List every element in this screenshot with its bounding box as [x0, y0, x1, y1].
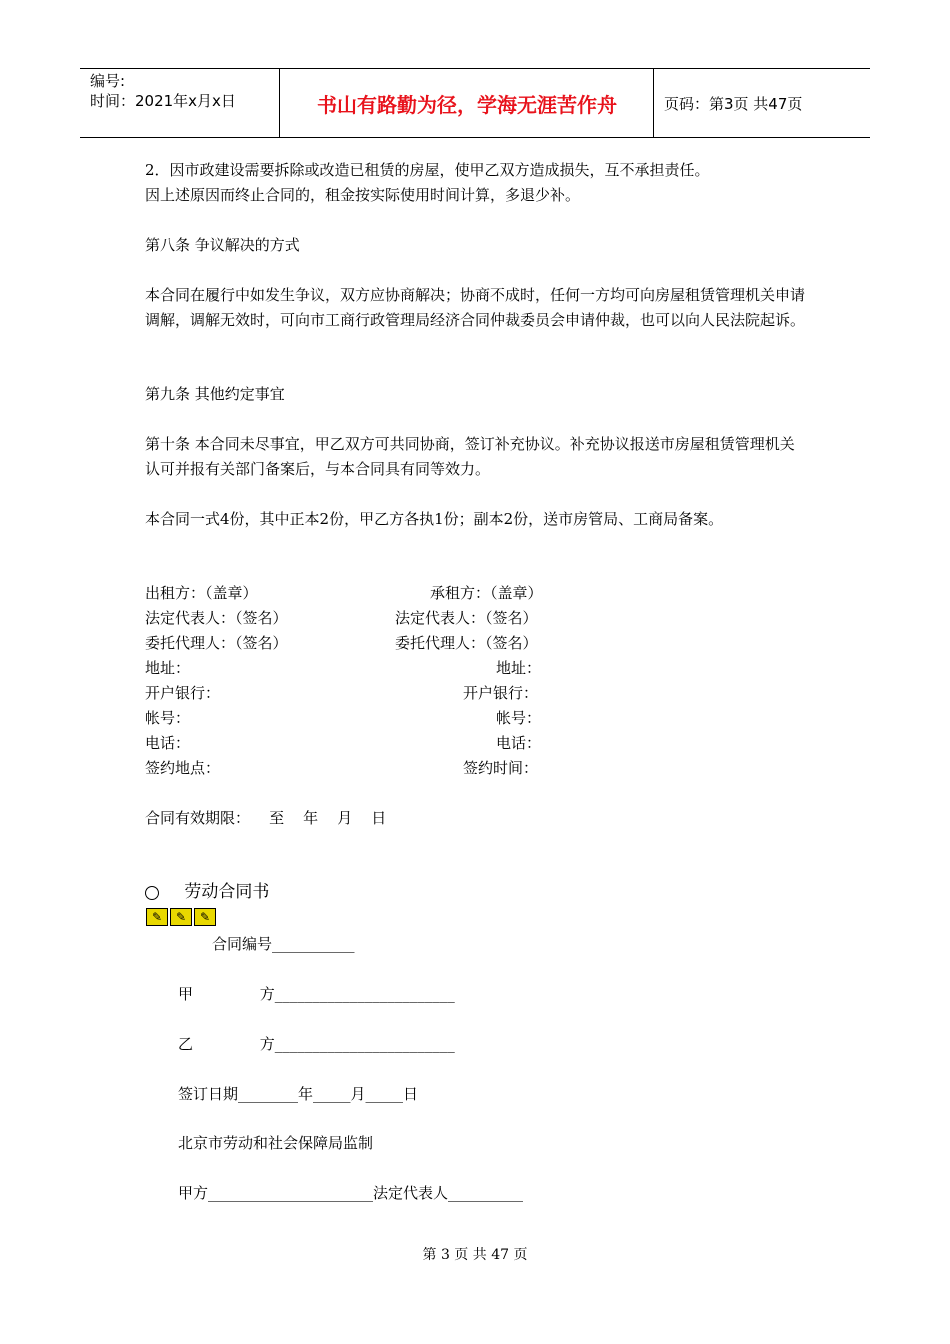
sign-date-line: 签订日期________年_____月_____日 [178, 1085, 419, 1103]
supervisor-line: 北京市劳动和社会保障局监制 [178, 1134, 374, 1152]
sign-left-line: 开户银行： [145, 684, 221, 702]
sign-left-line: 出租方：（盖章） [145, 584, 258, 602]
article-heading: 第九条 其他约定事宜 [145, 385, 285, 403]
header-id: 编号: [90, 72, 126, 90]
header-page-number: 页码：第3页 共47页 [664, 94, 803, 113]
sign-right-line: 地址： [496, 659, 542, 677]
sign-left-line: 委托代理人：（签名） [145, 634, 288, 652]
sign-left-line: 帐号： [145, 709, 191, 727]
page-footer: 第 3 页 共 47 页 [422, 1247, 528, 1263]
sign-right-line: 委托代理人：（签名） [395, 634, 538, 652]
paragraph: 本合同在履行中如发生争议，双方应协商解决；协商不成时，任何一方均可向房屋租赁管理机关申请调解，调解无效时，可向市工商行政管理局经济合同仲裁委员会申请仲裁，也可以向人民法院起诉。 [145, 286, 806, 329]
party-b-line: 乙 方________________________ [178, 1035, 455, 1053]
labor-title: 劳动合同书 [184, 882, 270, 902]
validity-line: 合同有效期限： 至 年 月 日 [145, 809, 387, 827]
header-time: 时间：2021年x月x日 [90, 92, 236, 110]
sign-right-line: 帐号： [496, 709, 542, 727]
sign-right-line: 承租方：（盖章） [430, 584, 543, 602]
article-heading: 第八条 争议解决的方式 [145, 236, 300, 254]
paragraph: 2．因市政建设需要拆除或改造已租赁的房屋，使甲乙双方造成损失，互不承担责任。 [145, 161, 710, 179]
paragraph: 第十条 本合同未尽事宜，甲乙双方可共同协商，签订补充协议。补充协议报送市房屋租赁管理机关认可并报有关部门备案后，与本合同具有同等效力。 [145, 435, 795, 478]
contract-number: 合同编号___________ [212, 935, 355, 953]
paperclip-icon: ✎ [170, 908, 192, 926]
attachment-icons [146, 908, 218, 926]
sign-right-line: 法定代表人：（签名） [395, 609, 538, 627]
sign-left-line: 电话： [145, 734, 191, 752]
labor-title-row [145, 880, 269, 905]
paperclip-icon: ✎ [146, 908, 168, 926]
sign-right-line: 电话： [496, 734, 542, 752]
sign-left-line: 地址： [145, 659, 191, 677]
page-header [80, 68, 870, 138]
clock-icon [145, 886, 159, 900]
sign-left-line: 签约地点： [145, 759, 221, 777]
paperclip-icon: ✎ [194, 908, 216, 926]
header-motto: 书山有路勤为径，学海无涯苦作舟 [281, 69, 654, 137]
party-a-representative-line: 甲方______________________法定代表人__________ [178, 1184, 524, 1202]
header-meta [80, 69, 280, 137]
party-a-line: 甲 方________________________ [178, 985, 455, 1003]
sign-left-line: 法定代表人：（签名） [145, 609, 288, 627]
sign-right-line: 签约时间： [463, 759, 539, 777]
sign-right-line: 开户银行： [463, 684, 539, 702]
paragraph: 因上述原因而终止合同的，租金按实际使用时间计算，多退少补。 [145, 186, 581, 204]
paragraph: 本合同一式4份，其中正本2份，甲乙方各执1份；副本2份，送市房管局、工商局备案。 [145, 510, 724, 528]
